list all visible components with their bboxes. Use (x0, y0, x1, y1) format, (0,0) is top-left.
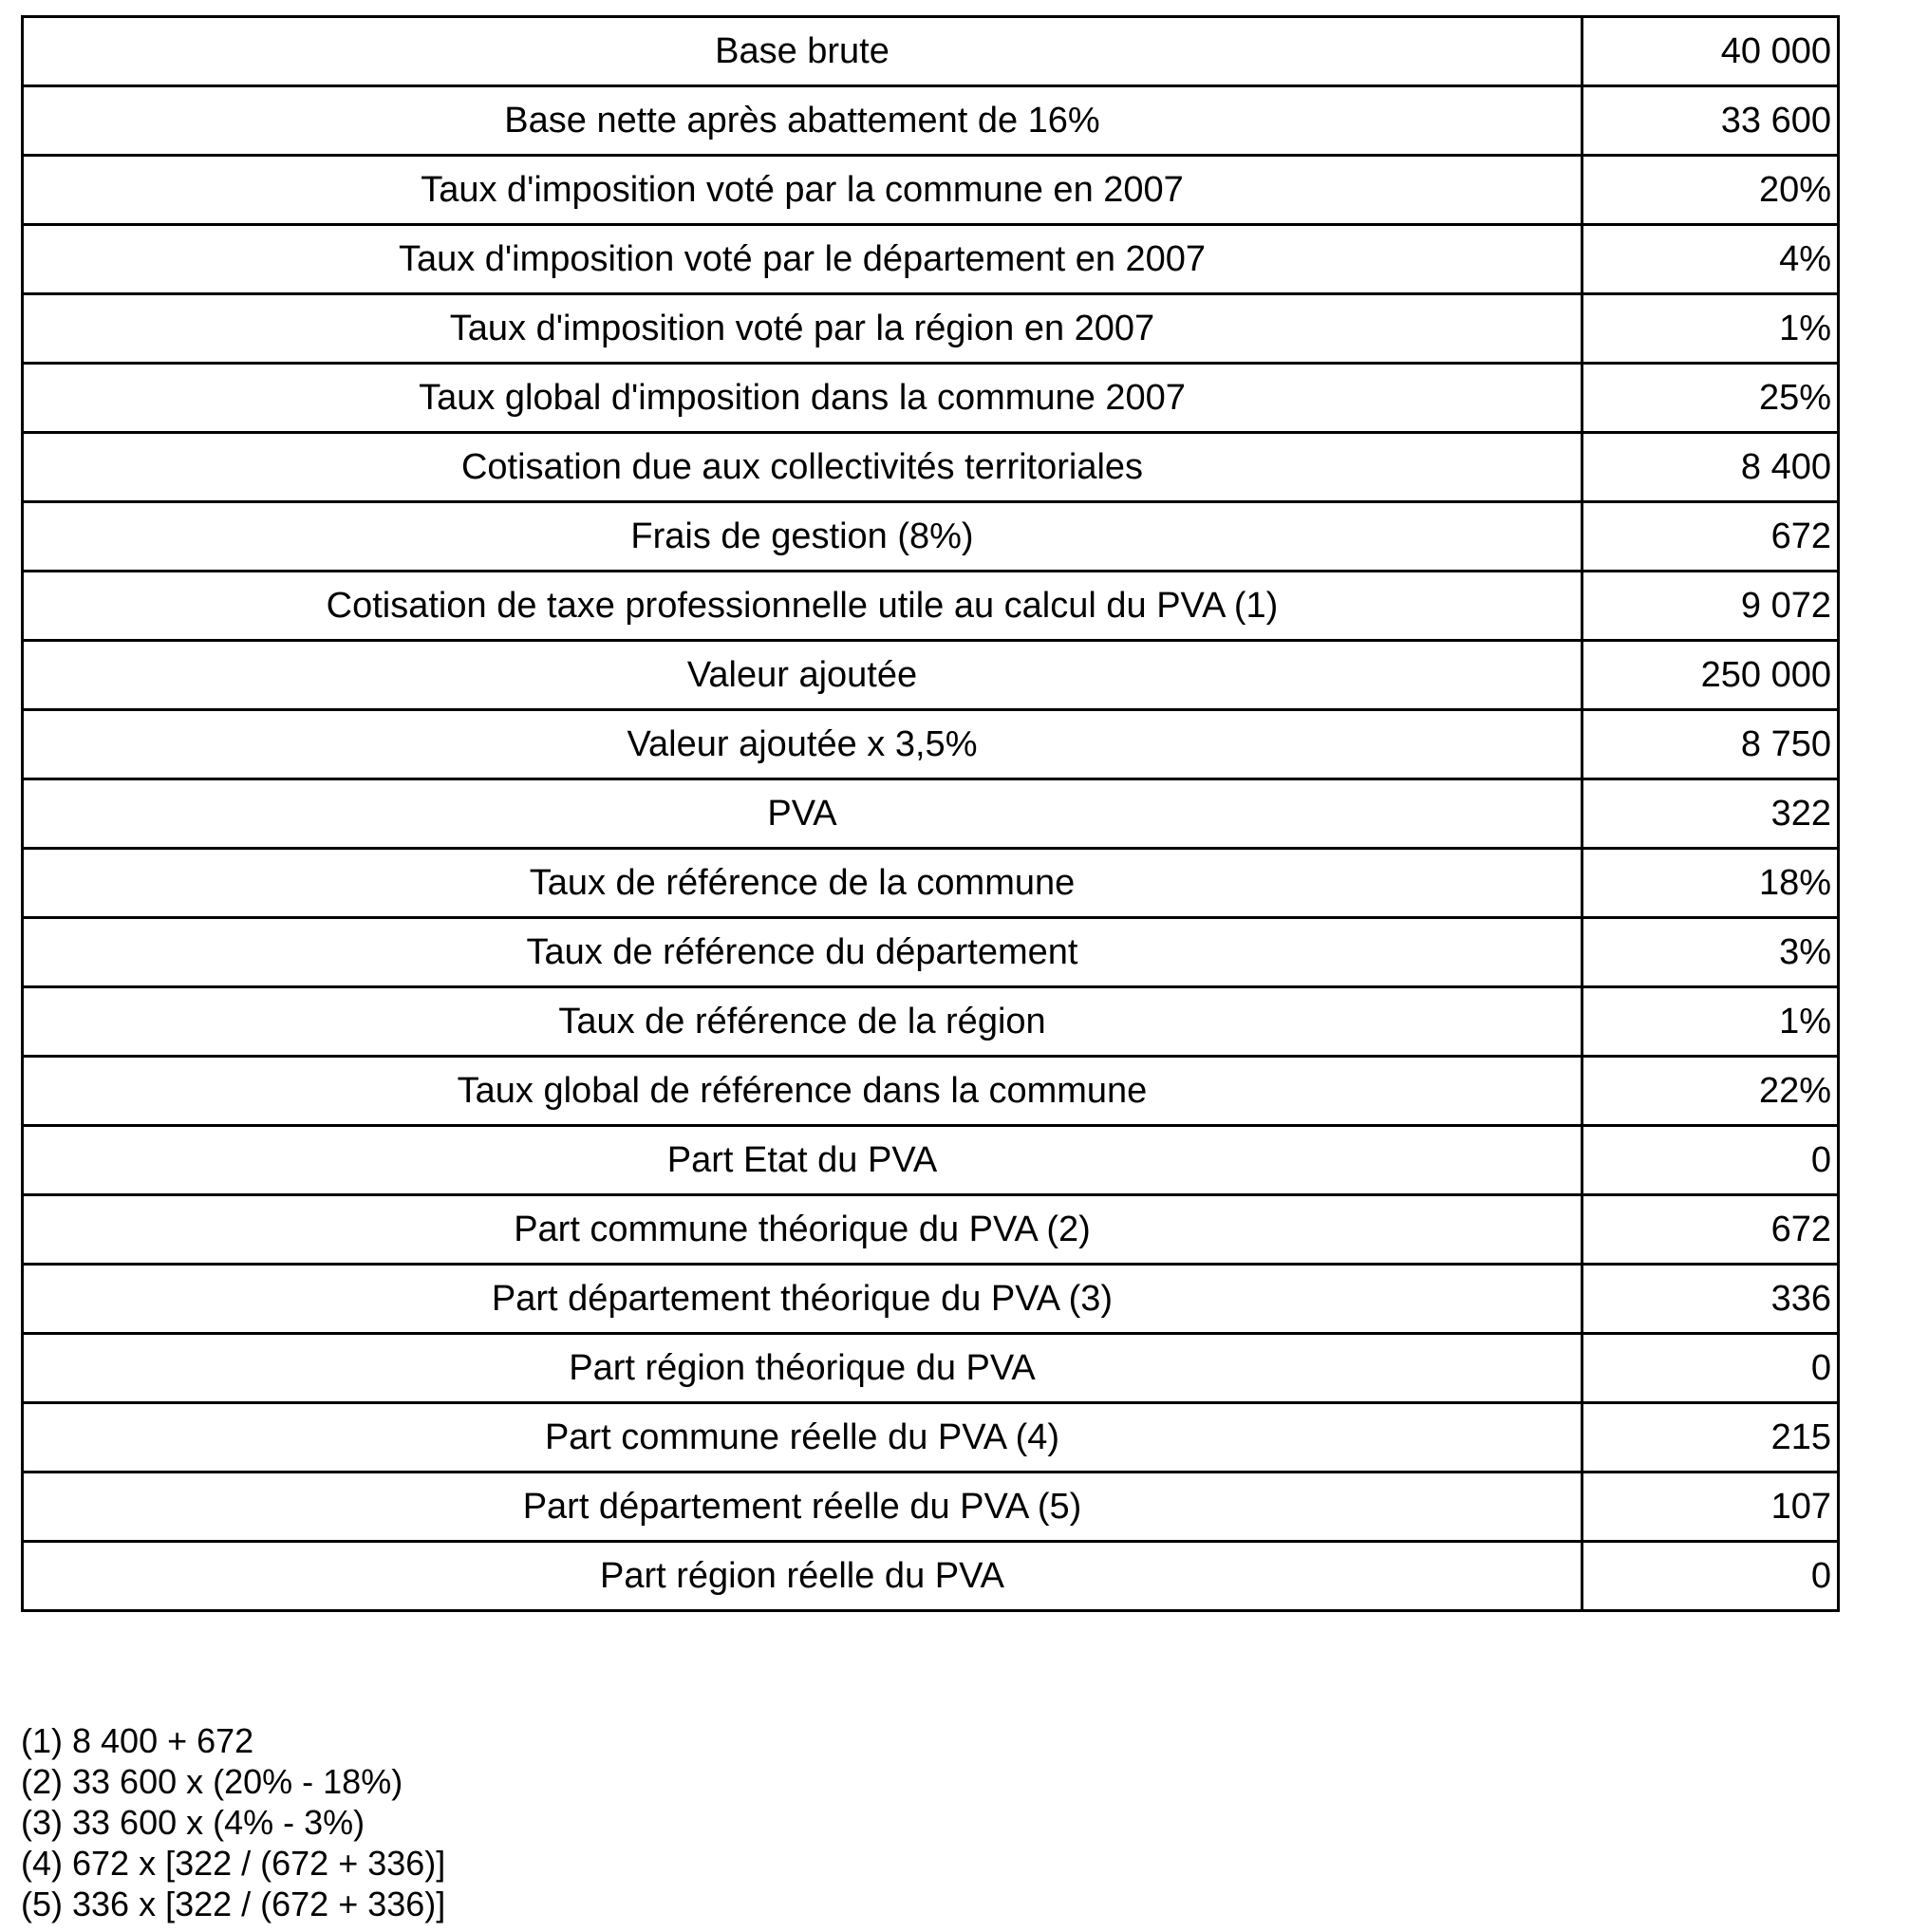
row-value: 33 600 (1583, 86, 1839, 156)
row-label: Taux global de référence dans la commune (23, 1057, 1583, 1126)
row-value: 25% (1583, 364, 1839, 433)
row-label: Taux d'imposition voté par la région en 2007 (23, 294, 1583, 364)
table-row (23, 294, 1839, 364)
row-label: Part région théorique du PVA (23, 1334, 1583, 1403)
row-value: 9 072 (1583, 572, 1839, 641)
row-label: Cotisation de taxe professionnelle utile au calcul du PVA (1) (23, 572, 1583, 641)
table-row (23, 710, 1839, 779)
row-label: Taux global d'imposition dans la commune 2007 (23, 364, 1583, 433)
table-row (23, 86, 1839, 156)
footnote: (2) 33 600 x (20% - 18%) (21, 1762, 403, 1801)
row-label: Base nette après abattement de 16% (23, 86, 1583, 156)
tax-calculation-table (21, 15, 1840, 1612)
table-row (23, 1126, 1839, 1195)
row-value: 1% (1583, 294, 1839, 364)
footnote: (1) 8 400 + 672 (21, 1721, 254, 1760)
row-label: Taux d'imposition voté par le département en 2007 (23, 225, 1583, 294)
row-label: Valeur ajoutée x 3,5% (23, 710, 1583, 779)
footnote: (4) 672 x [322 / (672 + 336)] (21, 1844, 446, 1883)
row-label: Base brute (23, 17, 1583, 86)
table-row (23, 1057, 1839, 1126)
row-value: 22% (1583, 1057, 1839, 1126)
table-body (23, 17, 1839, 1611)
row-value: 672 (1583, 1195, 1839, 1265)
row-label: Part commune théorique du PVA (2) (23, 1195, 1583, 1265)
row-label: Taux de référence de la région (23, 987, 1583, 1057)
row-value: 250 000 (1583, 641, 1839, 710)
table-row (23, 17, 1839, 86)
row-label: Taux de référence de la commune (23, 849, 1583, 918)
table-row (23, 502, 1839, 572)
table-row (23, 433, 1839, 502)
row-value: 322 (1583, 779, 1839, 849)
row-value: 0 (1583, 1542, 1839, 1611)
row-label: Taux de référence du département (23, 918, 1583, 987)
row-value: 0 (1583, 1334, 1839, 1403)
row-label: Valeur ajoutée (23, 641, 1583, 710)
row-value: 0 (1583, 1126, 1839, 1195)
row-value: 40 000 (1583, 17, 1839, 86)
table-row (23, 225, 1839, 294)
row-value: 1% (1583, 987, 1839, 1057)
row-label: Part région réelle du PVA (23, 1542, 1583, 1611)
footnote: (3) 33 600 x (4% - 3%) (21, 1803, 365, 1842)
row-value: 4% (1583, 225, 1839, 294)
row-label: Frais de gestion (8%) (23, 502, 1583, 572)
table-row (23, 156, 1839, 225)
table-row (23, 1265, 1839, 1334)
row-value: 107 (1583, 1472, 1839, 1542)
table-row (23, 918, 1839, 987)
row-label: Part Etat du PVA (23, 1126, 1583, 1195)
row-value: 672 (1583, 502, 1839, 572)
table-row (23, 1472, 1839, 1542)
table-row (23, 641, 1839, 710)
table-row (23, 1334, 1839, 1403)
row-value: 8 750 (1583, 710, 1839, 779)
row-label: Cotisation due aux collectivités territoriales (23, 433, 1583, 502)
row-value: 3% (1583, 918, 1839, 987)
row-value: 215 (1583, 1403, 1839, 1472)
footnote: (5) 336 x [322 / (672 + 336)] (21, 1885, 446, 1923)
table-row (23, 364, 1839, 433)
row-label: PVA (23, 779, 1583, 849)
table-row (23, 1542, 1839, 1611)
row-value: 8 400 (1583, 433, 1839, 502)
row-value: 20% (1583, 156, 1839, 225)
row-value: 336 (1583, 1265, 1839, 1334)
table-row (23, 779, 1839, 849)
footnotes (21, 1720, 445, 1924)
row-label: Taux d'imposition voté par la commune en 2007 (23, 156, 1583, 225)
row-label: Part département réelle du PVA (5) (23, 1472, 1583, 1542)
table-row (23, 572, 1839, 641)
row-value: 18% (1583, 849, 1839, 918)
row-label: Part commune réelle du PVA (4) (23, 1403, 1583, 1472)
table-row (23, 849, 1839, 918)
table-row (23, 1403, 1839, 1472)
row-label: Part département théorique du PVA (3) (23, 1265, 1583, 1334)
table-row (23, 987, 1839, 1057)
table-row (23, 1195, 1839, 1265)
